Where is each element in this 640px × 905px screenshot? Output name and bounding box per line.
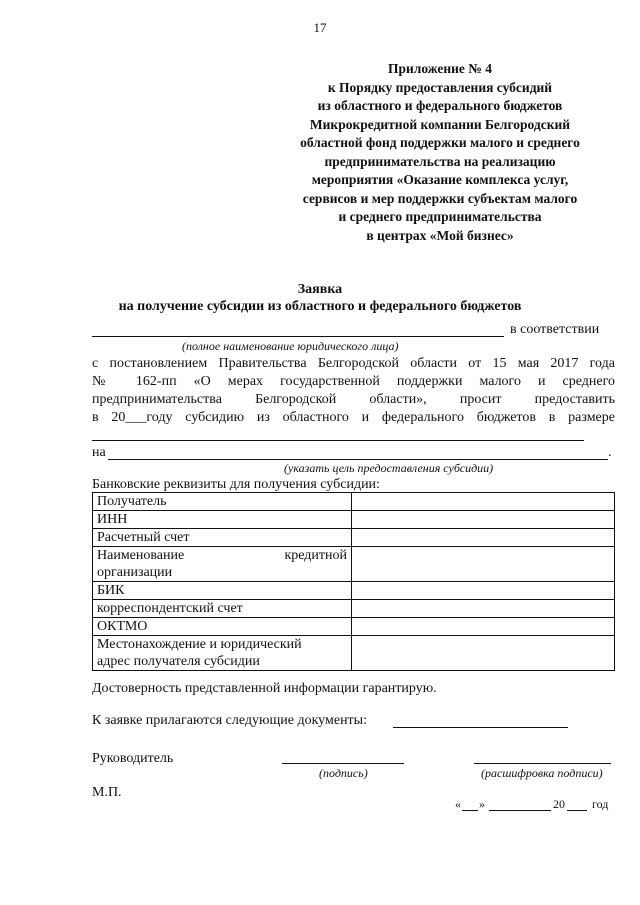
label-first-line (97, 547, 347, 564)
paragraph-line: предпринимательства Белгородской области», просит предоставить (92, 392, 615, 407)
page-number: 17 (313, 20, 327, 35)
table-row (93, 547, 615, 582)
in-accordance-text: в соответствии (510, 322, 600, 337)
table-value-cell[interactable] (352, 600, 615, 618)
head-label: Руководитель (92, 751, 174, 766)
purpose-underline[interactable] (108, 459, 608, 460)
attached-documents-underline[interactable] (393, 727, 568, 728)
decoding-underline[interactable] (474, 763, 611, 764)
purpose-period: . (608, 445, 612, 460)
table-label-cell: Получатель (93, 493, 352, 511)
table-label-cell: ОКТМО (93, 618, 352, 636)
appendix-line: мероприятия «Оказание комплекса услуг, (311, 172, 569, 187)
date-year-prefix: 20 (553, 797, 565, 811)
paragraph-line: № 162-пп «О мерах государственной поддержки малого и среднего (92, 374, 615, 389)
date-open-quote: « (455, 797, 461, 811)
bank-details-table (92, 492, 615, 671)
table-label-cell: корреспондентский счет (93, 600, 352, 618)
table-row (93, 618, 615, 636)
appendix-line: и среднего предпринимательства (338, 209, 542, 224)
na-prefix: на (92, 445, 106, 460)
decoding-hint: (расшифровка подписи) (481, 766, 603, 780)
label-part: кредитной (284, 548, 347, 563)
table-row (93, 636, 615, 671)
appendix-line: в центрах «Мой бизнес» (366, 227, 514, 243)
signature-hint: (подпись) (319, 766, 368, 780)
table-value-cell[interactable] (352, 511, 615, 529)
label-second-line: организации (97, 565, 173, 580)
table-label-cell: ИНН (93, 511, 352, 529)
document-subtitle: на получение субсидии из областного и федерального бюджетов (118, 299, 522, 314)
table-value-cell[interactable] (352, 547, 615, 582)
guarantee-text: Достоверность представленной информации гарантирую. (92, 681, 437, 696)
org-name-hint: (полное наименование юридического лица) (182, 339, 399, 353)
table-label-cell (93, 636, 352, 671)
appendix-line: предпринимательства на реализацию (324, 153, 556, 169)
stamp-label: М.П. (92, 785, 122, 800)
attached-documents-text: К заявке прилагаются следующие документы: (92, 713, 367, 728)
table-label-cell: Расчетный счет (93, 529, 352, 547)
table-value-cell[interactable] (352, 529, 615, 547)
appendix-line: областной фонд поддержки малого и среднего (300, 135, 580, 150)
table-row (93, 493, 615, 511)
label-second-line: адрес получателя субсидии (97, 654, 260, 669)
org-name-underline[interactable] (92, 336, 504, 337)
table-row (93, 600, 615, 618)
amount-underline[interactable] (92, 440, 584, 441)
paragraph-line: с постановлением Правительства Белгородской области от 15 мая 2017 года (92, 356, 615, 371)
date-month-underline[interactable] (489, 810, 551, 811)
appendix-line: Микрокредитной компании Белгородский (309, 116, 571, 132)
table-value-cell[interactable] (352, 493, 615, 511)
date-close-quote: » (479, 797, 485, 811)
date-day-underline[interactable] (462, 810, 478, 811)
bank-details-heading: Банковские реквизиты для получения субсидии: (92, 477, 380, 492)
appendix-line: к Порядку предоставления субсидий (327, 79, 553, 95)
table-value-cell[interactable] (352, 618, 615, 636)
appendix-line: сервисов и мер поддержки субъектам малого (302, 190, 578, 206)
document-title: Заявка (297, 282, 343, 297)
signature-underline[interactable] (282, 763, 404, 764)
table-row (93, 529, 615, 547)
date-year-suffix: год (592, 797, 609, 811)
label-part: Наименование (97, 548, 185, 563)
table-row (93, 582, 615, 600)
table-value-cell[interactable] (352, 636, 615, 671)
appendix-line: Приложение № 4 (388, 61, 492, 76)
table-label-cell: БИК (93, 582, 352, 600)
appendix-header (250, 60, 630, 245)
purpose-hint: (указать цель предоставления субсидии) (284, 461, 494, 475)
date-year-underline[interactable] (567, 810, 587, 811)
label-first-line: Местонахождение и юридический (97, 637, 302, 652)
appendix-line: из областного и федерального бюджетов (317, 98, 563, 113)
table-value-cell[interactable] (352, 582, 615, 600)
table-row (93, 511, 615, 529)
paragraph-line: в 20___году субсидию из областного и федерального бюджетов в размере (92, 410, 615, 425)
table-label-cell (93, 547, 352, 582)
